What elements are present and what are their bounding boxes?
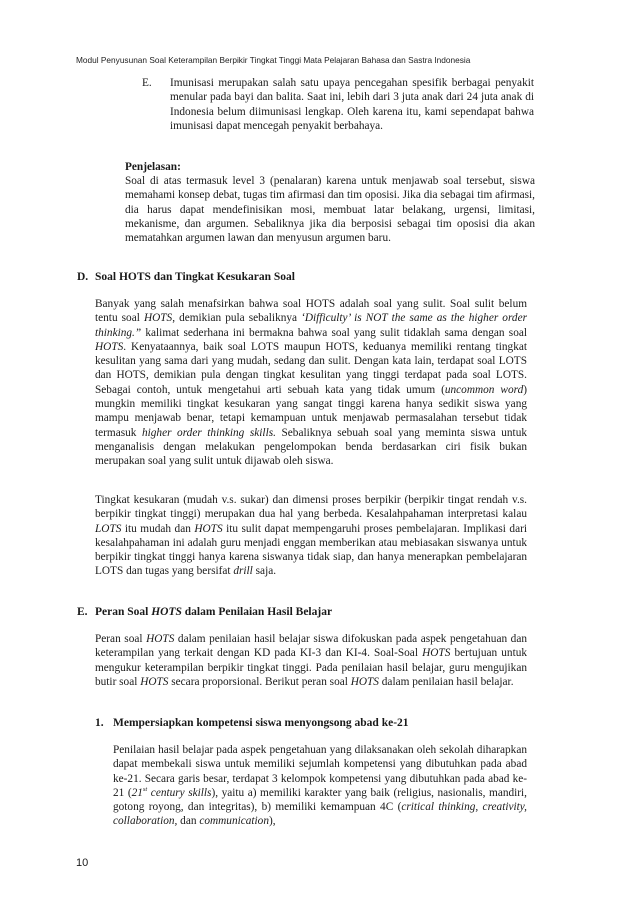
subsection-1-number: 1. <box>95 717 104 729</box>
section-d-paragraph-1: Banyak yang salah menafsirkan bahwa soal HOTS adalah soal yang sulit. Soal sulit belum tentu soal HOTS, demikian pula sebaliknya ‘Difficulty’ is NOT the same as the higher order thinking.” kalimat sederhana ini bermakna bahwa soal yang sulit tidaklah sama dengan soal HOTS. Kenyataannya, baik soal LOTS maupun HOTS, keduanya memiliki rentang tingkat kesulitan yang sama dari yang mudah, sedang dan sulit. Dengan kata lain, terdapat soal LOTS dan HOTS, demikian pula dengan tingkat kesulitan yang tinggi terdapat pada soal LOTS. Sebagai contoh, untuk mengetahui arti sebuah kata yang tidak umum (uncommon word) mungkin memiliki tingkat kesukaran yang sangat tinggi karena hanya sedikit siswa yang mampu menjawab benar, tetapi kemampuan untuk menjawab permasalahan tersebut tidak termasuk higher order thinking skills. Sebaliknya sebuah soal yang meminta siswa untuk menganalisis dengan melakukan pengelompokan benda berdasarkan ciri fisik bukan merupakan soal yang sulit untuk dijawab oleh siswa. <box>95 298 527 468</box>
subsection-1-title: Mempersiapkan kompetensi siswa menyongsong abad ke-21 <box>113 717 409 729</box>
option-e-letter: E. <box>142 77 152 89</box>
running-header: Modul Penyusunan Soal Keterampilan Berpikir Tingkat Tinggi Mata Pelajaran Bahasa dan Sastra Indonesia <box>76 55 471 65</box>
section-e-paragraph-1: Peran soal HOTS dalam penilaian hasil belajar siswa difokuskan pada aspek pengetahuan dan keterampilan yang terkait dengan KD pada KI-3 dan KI-4. Soal-Soal HOTS bertujuan untuk mengukur keterampilan berpikir tingkat tinggi. Pada penilaian hasil belajar, guru mengujikan butir soal HOTS secara proporsional. Berikut peran soal HOTS dalam penilaian hasil belajar. <box>95 633 528 688</box>
option-e-text: Imunisasi merupakan salah satu upaya pencegahan spesifik berbagai penyakit menular pada bayi dan balita. Saat ini, lebih dari 3 juta anak dari 24 juta anak di Indonesia belum diimunisasi lengkap. Oleh karena itu, kami sependapat bahwa imunisasi dapat mencegah penyakit berbahaya. <box>170 77 534 132</box>
penjelasan-title: Penjelasan: <box>125 161 181 173</box>
section-d-heading <box>77 270 295 284</box>
subsection-1-heading <box>95 716 409 730</box>
section-e-heading: E. Peran Soal HOTS dalam Penilaian Hasil Belajar <box>77 606 333 618</box>
subsection-1-paragraph: Penilaian hasil belajar pada aspek pengetahuan yang dilaksanakan oleh sekolah diharapkan dapat membekali siswa untuk memiliki sejumlah kompetensi yang dibutuhkan pada abad ke-21. Secara garis besar, terdapat 3 kelompok kompetensi yang dibutuhkan pada abad ke-21 (21st century skills), yaitu a) memiliki karakter yang baik (religius, nasionalis, mandiri, gotong royong, dan integritas), b) memiliki kemampuan 4C (critical thinking, creativity, collaboration, dan communication), <box>113 744 527 828</box>
section-d-title: Soal HOTS dan Tingkat Kesukaran Soal <box>95 271 295 283</box>
penjelasan-text: Soal di atas termasuk level 3 (penalaran) karena untuk menjawab soal tersebut, siswa memahami konsep debat, tugas tim afirmasi dan tim oposisi. Jika dia sebagai tim afirmasi, dia harus dapat mendefinisikan mosi, membuat latar belakang, urgensi, limitasi, mekanisme, dan argumen. Sebaliknya jika dia berposisi sebagai tim oposisi dia akan mematahkan argumen lawan dan menyusun argumen baru. <box>125 175 535 245</box>
section-e-letter: E. <box>77 606 88 618</box>
section-d-paragraph-2: Tingkat kesukaran (mudah v.s. sukar) dan dimensi proses berpikir (berpikir tingat rendah v.s. berpikir tingkat tinggi) merupakan dua hal yang berbeda. Kesalahpahaman interpretasi kalau LOTS itu mudah dan HOTS itu sulit dapat mempengaruhi proses pembelajaran. Implikasi dari kesalahpahaman ini adalah guru menjadi enggan memberikan atau mebiasakan siswanya untuk berpikir tingkat tinggi hanya karena siswanya tidak siap, dan hanya menerapkan pembelajaran LOTS dan tugas yang bersifat drill saja. <box>95 494 527 578</box>
page-number: 10 <box>76 857 89 869</box>
section-d-letter: D. <box>77 271 89 283</box>
